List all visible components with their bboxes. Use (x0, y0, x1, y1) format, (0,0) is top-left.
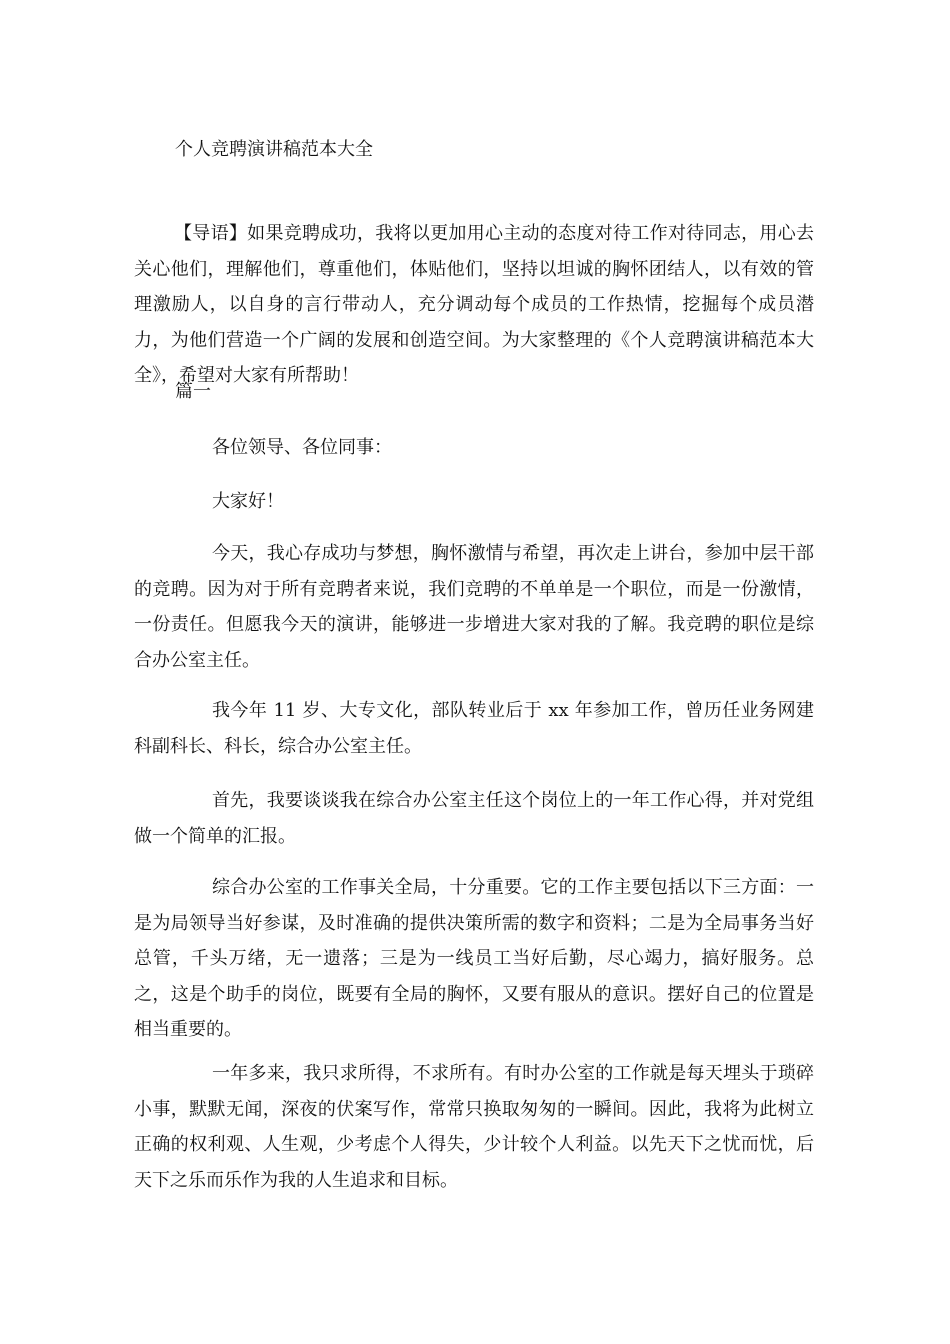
section-heading: 篇一 (175, 381, 211, 402)
greeting: 大家好！ (212, 491, 284, 512)
document-title: 个人竞聘演讲稿范本大全 (175, 139, 373, 160)
body-paragraph-1: 今天，我心存成功与梦想，胸怀激情与希望，再次走上讲台，参加中层干部的竞聘。因为对于所有竞聘者来说，我们竞聘的不单单是一个职位，而是一份激情，一份责任。但愿我今天的演讲，能够进一步增进大家对我的了解。我竞聘的职位是综合办公室主任。 (134, 543, 814, 671)
body-paragraph-3: 首先，我要谈谈我在综合办公室主任这个岗位上的一年工作心得，并对党组做一个简单的汇报。 (134, 790, 814, 847)
body-paragraph-5: 一年多来，我只求所得，不求所有。有时办公室的工作就是每天埋头于琐碎小事，默默无闻，深夜的伏案写作，常常只换取匆匆的一瞬间。因此，我将为此树立正确的权利观、人生观，少考虑个人得失，少计较个人利益。以先天下之忧而忧，后天下之乐而乐作为我的人生追求和目标。 (134, 1063, 814, 1191)
body-paragraph-2: 我今年 11 岁、大专文化，部队转业后于 xx 年参加工作，曾历任业务网建科副科长、科长，综合办公室主任。 (134, 700, 814, 757)
intro-paragraph: 【导语】如果竞聘成功，我将以更加用心主动的态度对待工作对待同志，用心去关心他们，理解他们，尊重他们，体贴他们，坚持以坦诚的胸怀团结人，以有效的管理激励人，以自身的言行带动人，充分调动每个成员的工作热情，挖掘每个成员潜力，为他们营造一个广阔的发展和创造空间。为大家整理的《个人竞聘演讲稿范本大全》，希望对大家有所帮助！ (134, 223, 814, 386)
salutation: 各位领导、各位同事： (212, 437, 392, 458)
body-paragraph-4: 综合办公室的工作事关全局，十分重要。它的工作主要包括以下三方面：一是为局领导当好参谋，及时准确的提供决策所需的数字和资料；二是为全局事务当好总管，千头万绪，无一遗落；三是为一线员工当好后勤，尽心竭力，搞好服务。总之，这是个助手的岗位，既要有全局的胸怀，又要有服从的意识。摆好自己的位置是相当重要的。 (134, 877, 814, 1040)
